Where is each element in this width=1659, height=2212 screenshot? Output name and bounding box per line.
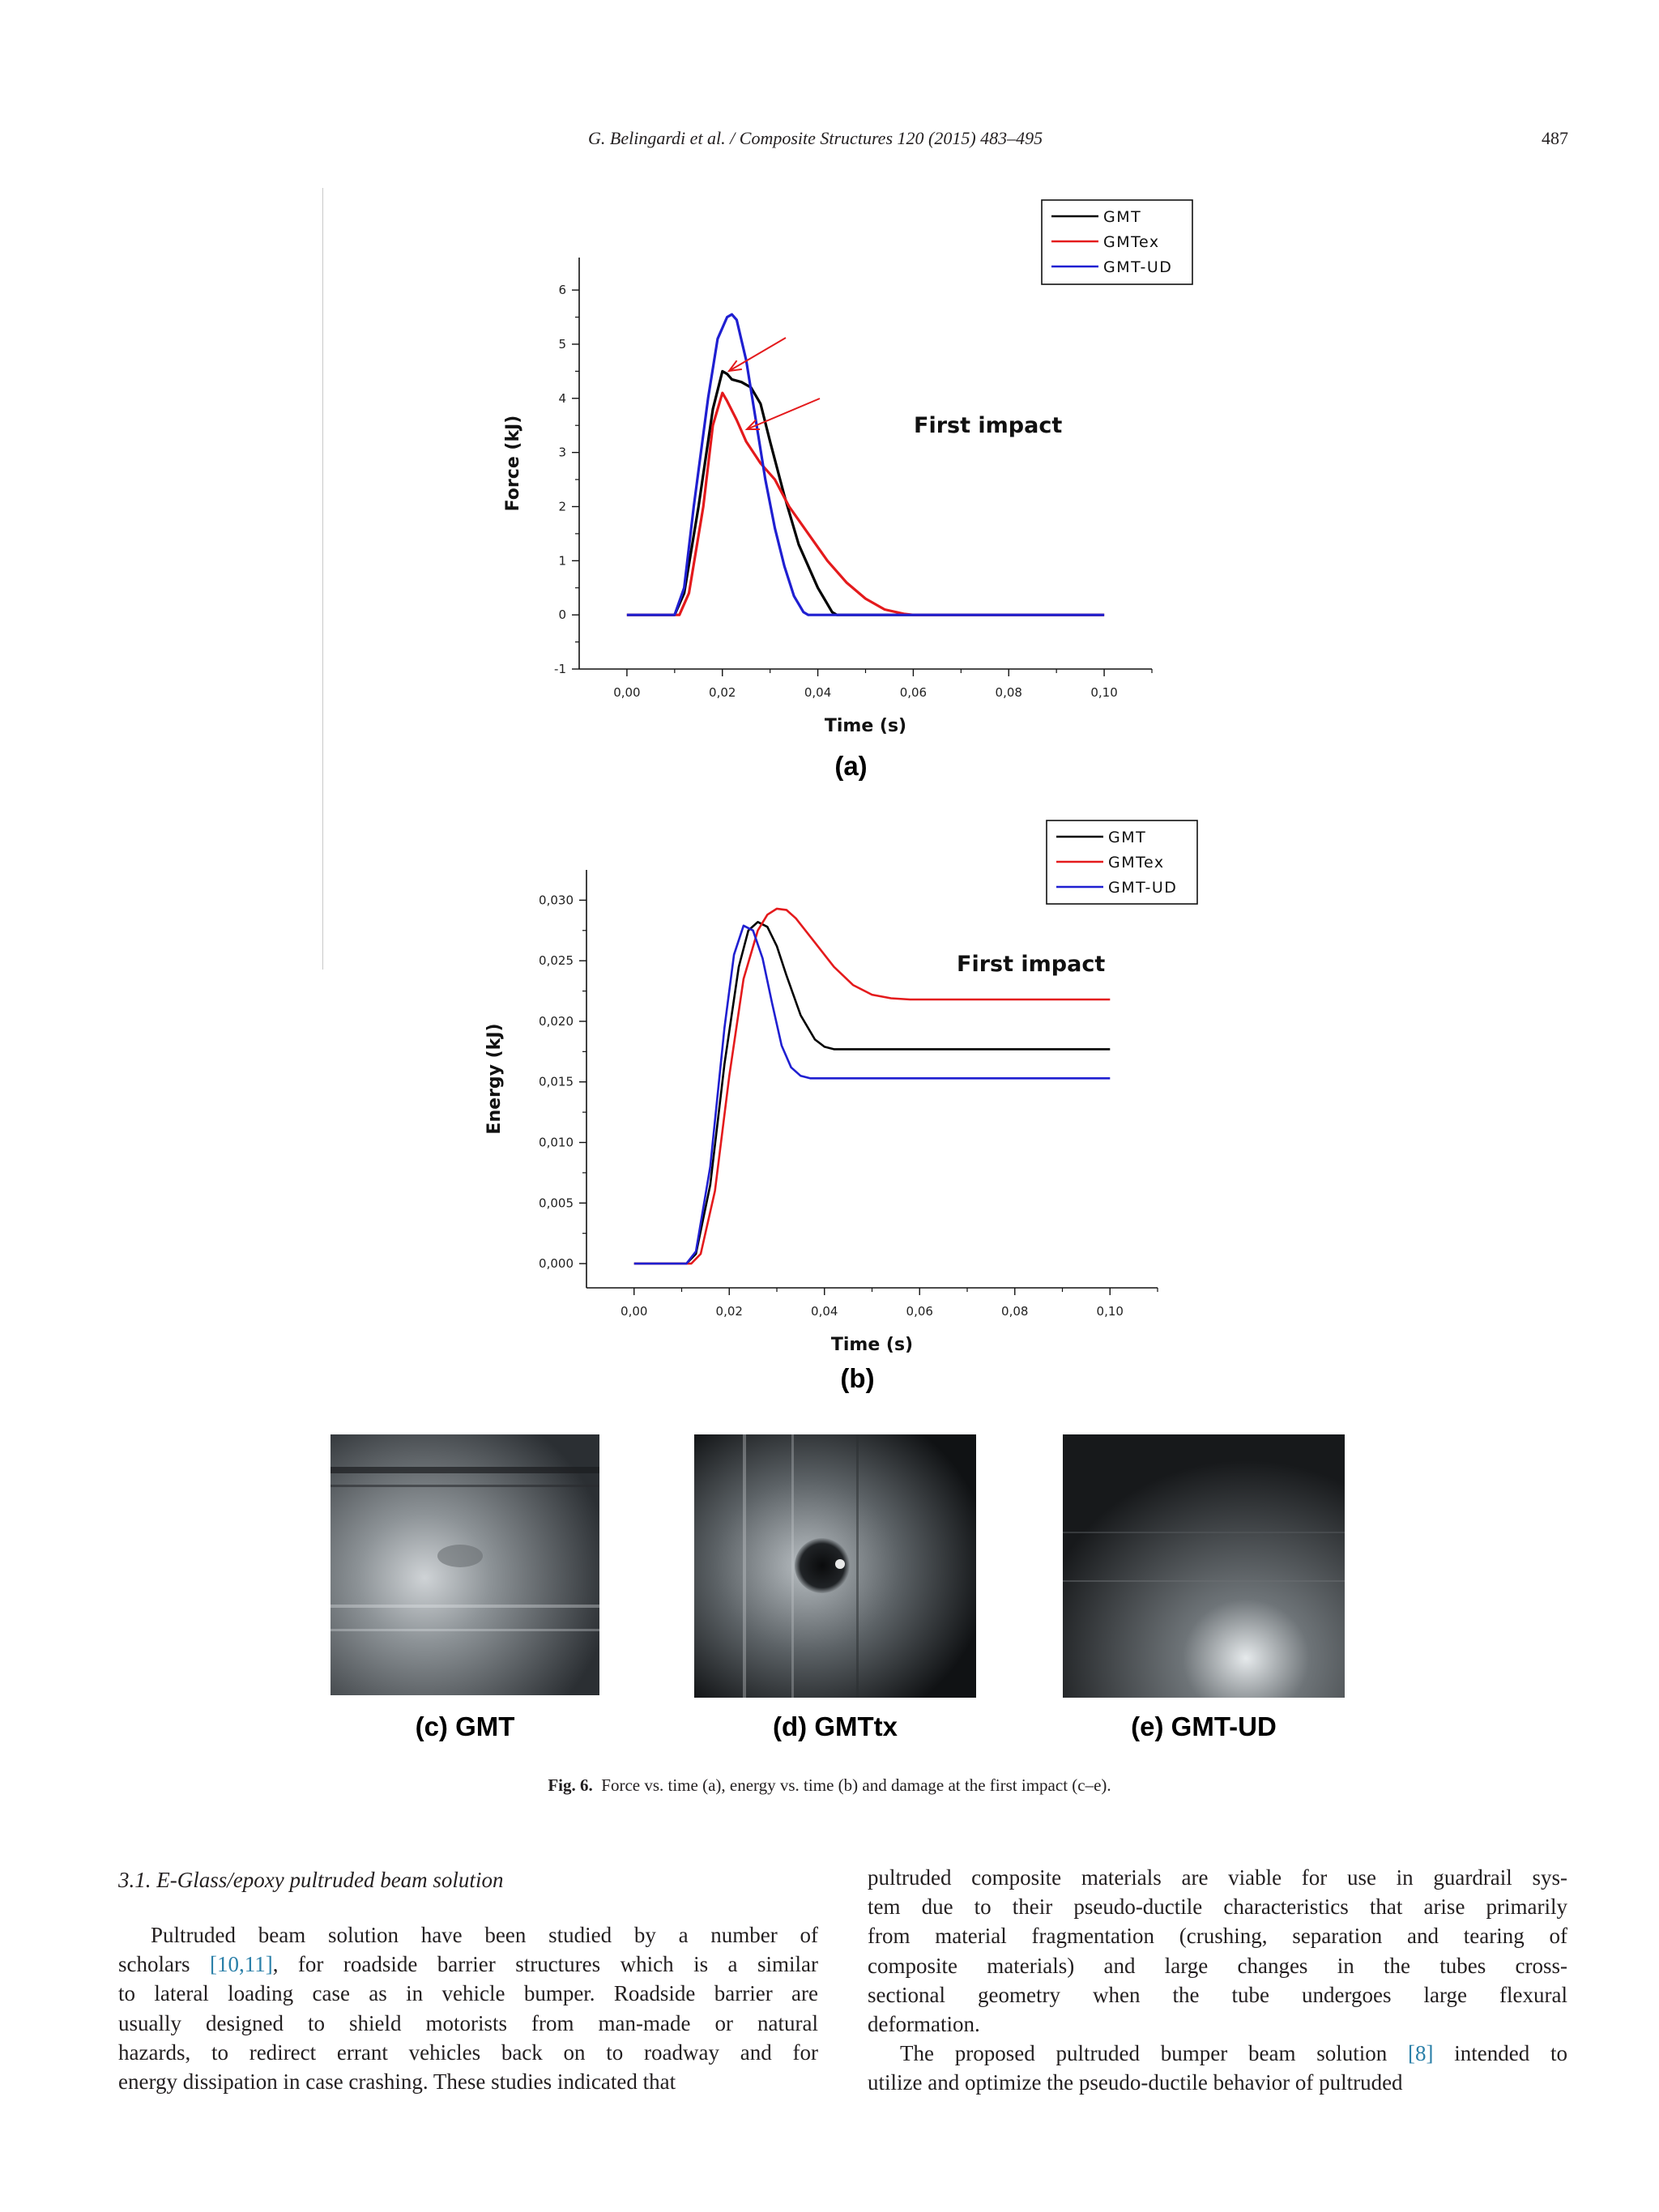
y-tick-label: 6 [558, 283, 566, 298]
panel-label: (a) [834, 751, 868, 781]
arrow-line [729, 338, 786, 371]
photo-gmttx [694, 1434, 976, 1698]
x-tick-label: 0,04 [804, 685, 832, 700]
text-line [868, 1863, 1567, 1892]
text-run: intended to [1433, 2041, 1567, 2066]
legend-label: GMTex [1103, 233, 1160, 251]
text-run: utilize and optimize the pseudo-ductile behavior of pultruded [868, 2070, 1403, 2095]
y-tick-label: 4 [558, 390, 566, 406]
legend-label: GMTex [1108, 854, 1165, 872]
legend [1042, 200, 1192, 284]
text-line [868, 1892, 1567, 1921]
y-axis-title: Energy (kJ) [484, 1023, 505, 1135]
y-tick-label: 1 [558, 553, 566, 569]
left-column [118, 1920, 818, 2096]
x-tick-label: 0,10 [1096, 1304, 1124, 1319]
text-run: The proposed pultruded bumper beam solution [900, 2041, 1408, 2066]
citation-link[interactable]: [10,11] [209, 1952, 273, 1977]
energy-chart-svg [0, 794, 1659, 1409]
energy-chart [0, 794, 1659, 1409]
force-chart-svg [0, 0, 1659, 794]
text-line [868, 2039, 1567, 2068]
photo-gmt-ud [1063, 1434, 1345, 1698]
x-tick-label: 0,10 [1090, 685, 1118, 700]
y-tick-label: 0,020 [539, 1013, 574, 1029]
text-line [868, 1951, 1567, 1980]
text-run: usually designed to shield motorists from man-made or natural [118, 2010, 818, 2035]
y-tick-label: 0 [558, 607, 566, 623]
photo-gmt-ud-image [1063, 1434, 1345, 1698]
series-line-gmt-ud [627, 314, 1104, 615]
y-tick-label: 0,000 [539, 1256, 574, 1272]
arrow-head [729, 360, 742, 371]
text-line [118, 1979, 818, 2008]
text-run: scholars [118, 1952, 210, 1977]
text-run: deformation. [868, 2012, 980, 2037]
y-tick-label: 0,015 [539, 1074, 574, 1089]
panel-label: (b) [840, 1363, 875, 1393]
right-column [868, 1863, 1567, 2098]
x-axis-title: Time (s) [830, 1335, 914, 1355]
x-tick-label: 0,02 [715, 1304, 743, 1319]
section-heading: 3.1. E-Glass/epoxy pultruded beam solution [118, 1868, 504, 1892]
x-axis-title: Time (s) [824, 716, 907, 736]
text-run: tem due to their pseudo-ductile characteristics that arise primarily [868, 1894, 1567, 1920]
y-tick-label: 0,025 [539, 953, 574, 969]
text-run: to lateral loading case as in vehicle bumper. Roadside barrier are [118, 1981, 818, 2006]
x-tick-label: 0,04 [811, 1304, 838, 1319]
y-tick-label: 0,030 [539, 893, 574, 908]
x-tick-label: 0,02 [709, 685, 736, 700]
citation-link[interactable]: [8] [1408, 2041, 1434, 2066]
x-tick-label: 0,06 [899, 685, 928, 700]
page-number: 487 [1542, 128, 1568, 148]
arrow-line [747, 399, 820, 429]
figure-label: Fig. 6. [548, 1775, 593, 1795]
text-line [868, 2068, 1567, 2097]
text-run: pultruded composite materials are viable for use in guardrail sys- [868, 1865, 1567, 1890]
text-run: Pultruded beam solution have been studied by a number of [151, 1923, 818, 1947]
photo-caption-gmttx: (d) GMTtx [773, 1711, 898, 1741]
series-line-gmt [627, 371, 1104, 615]
x-tick-label: 0,08 [1001, 1304, 1029, 1319]
photo-gmt [331, 1434, 599, 1695]
text-line [118, 2038, 818, 2067]
annotation-first-impact: First impact [914, 413, 1063, 438]
text-line [868, 1921, 1567, 1950]
text-line [118, 1950, 818, 1979]
y-axis-title: Force (kJ) [503, 415, 523, 512]
legend-label: GMT [1103, 208, 1142, 226]
legend-label: GMT-UD [1103, 258, 1173, 276]
running-head: G. Belingardi et al. / Composite Structures 120 (2015) 483–495 [588, 128, 1043, 148]
figure-caption-text: Force vs. time (a), energy vs. time (b) and damage at the first impact (c–e). [601, 1775, 1111, 1795]
y-tick-label: 5 [558, 336, 566, 352]
x-tick-label: 0,00 [621, 1304, 648, 1319]
y-tick-label: 0,010 [539, 1135, 574, 1150]
x-tick-label: 0,06 [906, 1304, 933, 1319]
x-tick-label: 0,00 [613, 685, 641, 700]
text-run: energy dissipation in case crashing. These studies indicated that [118, 2069, 676, 2095]
photo-caption-gmt: (c) GMT [415, 1711, 515, 1741]
text-run: sectional geometry when the tube undergoes large flexural [868, 1982, 1567, 2007]
photo-caption-gmt-ud: (e) GMT-UD [1131, 1711, 1277, 1741]
y-tick-label: -1 [554, 662, 566, 676]
legend-label: GMT [1108, 829, 1147, 846]
figure-caption [0, 1775, 1659, 1796]
text-run: hazards, to redirect errant vehicles back on to roadway and for [118, 2039, 818, 2065]
y-tick-label: 2 [558, 499, 566, 514]
annotation-first-impact: First impact [957, 952, 1106, 977]
legend-label: GMT-UD [1108, 879, 1178, 897]
photo-gmt-image [331, 1434, 599, 1695]
text-line [118, 2009, 818, 2038]
text-run: , for roadside barrier structures which is a similar [272, 1952, 818, 1977]
text-line [118, 1920, 818, 1950]
force-chart [0, 0, 1659, 794]
text-line [868, 2010, 1567, 2039]
text-line [868, 1980, 1567, 2010]
text-run: composite materials) and large changes in the tubes cross- [868, 1953, 1567, 1978]
legend [1047, 820, 1197, 904]
y-tick-label: 0,005 [539, 1196, 574, 1211]
photo-gmttx-image [694, 1434, 976, 1698]
x-tick-label: 0,08 [995, 685, 1022, 700]
text-line [118, 2067, 818, 2096]
text-run: from material fragmentation (crushing, separation and tearing of [868, 1924, 1567, 1949]
y-tick-label: 3 [558, 445, 566, 460]
